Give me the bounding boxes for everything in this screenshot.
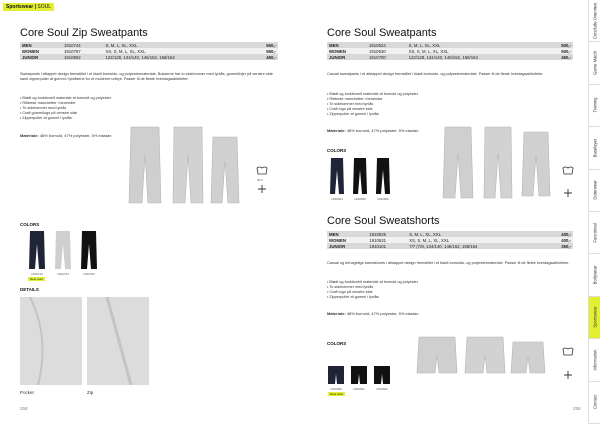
detail-image-pocket [20, 297, 82, 385]
table-row [327, 54, 573, 60]
product-image-men [125, 125, 165, 205]
nav-item-bodywear[interactable] [589, 254, 600, 296]
table-cell-art: 1910631 [367, 237, 407, 243]
new-color-tag: New color [330, 392, 344, 396]
table-cell-sizes: 122/128, 134/140, 146/152, 158/164 [407, 54, 547, 60]
no-dryer-icon [563, 370, 573, 380]
nav-item-label: Baselayer [592, 138, 598, 158]
table-cell-art: 1910744 [62, 42, 104, 48]
shorts-title: Core Soul Sweatshorts [327, 215, 440, 227]
shorts-image-men [415, 335, 459, 377]
nav-item-label: Outerwear [592, 180, 598, 201]
table-cell-price: 450,- [250, 54, 278, 60]
color-code: 1910602 [376, 387, 388, 391]
table-cell-price: 450,- [547, 54, 573, 60]
color-swatch[interactable] [329, 157, 345, 195]
table-cell-art: 1910101 [367, 243, 407, 249]
table-row [20, 54, 278, 60]
nav-item-game-match[interactable] [589, 42, 600, 84]
color-code: 1910624 [331, 197, 343, 201]
color-swatch[interactable] [375, 157, 391, 195]
product-image-women [480, 125, 516, 200]
spec-table [327, 42, 573, 60]
table-cell-sizes: S, M, L, XL, XXL [407, 231, 546, 237]
table-cell-seg: MEN [20, 42, 62, 48]
wash-icon [562, 346, 574, 356]
nav-item-information[interactable] [589, 339, 600, 381]
section-badge: Sportswear | SOUL [3, 3, 54, 11]
color-swatch[interactable] [350, 365, 368, 385]
product-image-junior [520, 130, 552, 198]
table-cell-art: 1910625 [367, 231, 407, 237]
product-description: Casual sweatpants i et afslappet design fremstillet i blødt bomulds- og polyestermateriale. Passer til de fleste hverdagsaktiviteter. [327, 72, 544, 76]
table-cell-price: 400,- [546, 237, 573, 243]
product-image-men [440, 125, 476, 200]
nav-item-baselayer[interactable] [589, 127, 600, 169]
feature-list: • Blødt og funktionelt materiale af bomuld og polyester • Ribbede manchetter i benender • To sidelommer med lynlås • Craft logo på venstre side • Zipperpuller af gummi i lynlås [327, 92, 419, 116]
caption-pocket: Pocket [20, 390, 34, 395]
table-cell-sizes: XS, S, M, L, XL, XXL [407, 48, 547, 54]
product-title: Core Soul Sweatpants [327, 27, 437, 39]
table-cell-price: 500,- [547, 42, 573, 48]
wash-icon [562, 165, 574, 175]
colors-label: COLORS [327, 148, 347, 153]
spec-table [20, 42, 278, 60]
shorts-feature-list: • Blødt og funktionelt materiale af bomuld og polyester • To sidelommer med lynlås • Craft logo på venstre side • Zipperpuller af gummi i lynlås [327, 280, 419, 299]
color-code: 1910631 [353, 387, 365, 391]
table-cell-sizes: S, M, L, XL, XXL [407, 42, 547, 48]
nav-item-training[interactable] [589, 85, 600, 127]
color-code: 1910744 [31, 272, 43, 276]
no-dryer-icon [257, 184, 267, 194]
table-row [327, 243, 573, 249]
nav-item-label: Functional [592, 223, 598, 243]
nav-item-label: Bodywear [592, 265, 598, 285]
table-cell-sizes: XS, S, M, L, XL, XXL [407, 237, 546, 243]
color-code: 1910702 [83, 272, 95, 276]
product-title: Core Soul Zip Sweatpants [20, 27, 148, 39]
nav-item-label: Conclude Overview [592, 2, 598, 39]
nav-item-functional[interactable] [589, 212, 600, 254]
nav-item-contact[interactable] [589, 382, 600, 424]
table-cell-sizes: XS, S, M, L, XL, XXL [104, 48, 251, 54]
table-cell-seg: JUNIOR [327, 243, 367, 249]
nav-item-label: Game Match [592, 51, 598, 76]
color-swatch[interactable] [352, 157, 368, 195]
table-cell-seg: WOMEN [327, 48, 367, 54]
table-cell-sizes: 7/7 (7/8, 134/140, 146/152, 158/164 [407, 243, 546, 249]
caption-zip: Zip [87, 390, 94, 395]
color-code: 1910602 [377, 197, 389, 201]
table-cell-price: 350,- [546, 243, 573, 249]
detail-image-zip [87, 297, 149, 385]
table-cell-seg: MEN [327, 42, 367, 48]
shorts-image-women [463, 335, 507, 377]
table-cell-price: 550,- [250, 48, 278, 54]
table-cell-price: 550,- [250, 42, 278, 48]
product-image-junior [208, 135, 242, 205]
shorts-colors-label: COLORS [327, 341, 347, 346]
color-swatch[interactable] [28, 230, 46, 270]
color-code: 1910650 [354, 197, 366, 201]
nav-item-label: Training [592, 97, 598, 113]
feature-list: • Blødt og funktionelt materiale af bomuld og polyester • Ribbede manchetter i benender • To sidelommer med lynlås • Craft gummilogo på venstre side • Zipperpuller af gummi i lynlås [20, 96, 112, 120]
wash-temp: 40°C [257, 178, 264, 182]
colors-label: COLORS [20, 222, 40, 227]
section-nav [588, 0, 600, 424]
right-page [300, 0, 588, 424]
nav-item-outerwear[interactable] [589, 170, 600, 212]
new-color-tag: New color [30, 277, 44, 281]
details-label: DETAILS [20, 287, 39, 292]
nav-item-conclude-overview[interactable] [589, 0, 600, 42]
table-cell-seg: WOMEN [20, 48, 62, 54]
nav-item-sportswear[interactable] [589, 297, 600, 339]
color-code: 1910724 [57, 272, 69, 276]
wash-icon [256, 165, 268, 175]
table-cell-art: 1910624 [367, 42, 407, 48]
table-cell-seg: MEN [327, 231, 367, 237]
shorts-spec-table [327, 231, 573, 249]
table-cell-art: 1910700 [367, 54, 407, 60]
table-cell-price: 500,- [547, 48, 573, 54]
no-dryer-icon [563, 188, 573, 198]
product-image-women [168, 125, 208, 205]
table-cell-seg: JUNIOR [20, 54, 62, 60]
color-code: 1910625 [330, 387, 342, 391]
shorts-image-junior [510, 340, 546, 376]
table-cell-price: 400,- [546, 231, 573, 237]
table-cell-sizes: S, M, L, XL, XXL [104, 42, 251, 48]
table-cell-art: 1910902 [62, 54, 104, 60]
color-swatch[interactable] [327, 365, 345, 385]
color-swatch[interactable] [54, 230, 72, 270]
material-info: Materiale: 48% bomuld, 47% polyester, 5% elastan [20, 133, 112, 138]
table-cell-sizes: 122/128, 134/140, 146/152, 158/164 [104, 54, 251, 60]
page-number: 258 [20, 406, 28, 411]
color-swatch[interactable] [80, 230, 98, 270]
page-number: 259 [573, 406, 581, 411]
nav-item-label: Sportswear [592, 306, 598, 329]
color-swatch[interactable] [373, 365, 391, 385]
nav-item-label: Information [592, 349, 598, 371]
table-cell-seg: WOMEN [327, 237, 367, 243]
shorts-description: Casual og behagelige sweatshorts i afslappet design fremstillet i et blødt bomulds- og polyestermateriale. Passer til de fleste hverdagsaktiviteter. [327, 261, 570, 265]
shorts-material-info: Materiale: 48% bomuld, 47% polyester, 5% elastan [327, 311, 419, 316]
nav-item-label: Contact [592, 395, 598, 410]
table-cell-art: 1910767 [62, 48, 104, 54]
table-cell-art: 1910630 [367, 48, 407, 54]
material-info: Materiale: 48% bomuld, 47% polyester, 5% elastan [327, 128, 419, 133]
table-cell-seg: JUNIOR [327, 54, 367, 60]
product-description: Sweatpants i aftappet design fremstillet i et blødt bomulds- og polyestermateriale. Bukserne har to sidelommer med lynlås, gummilinjer på venstre side samt zipperpuller af gummi i lynlåsene for et moderne udtryk. Passer til de fleste hverdagsaktiviteter. [20, 72, 273, 81]
